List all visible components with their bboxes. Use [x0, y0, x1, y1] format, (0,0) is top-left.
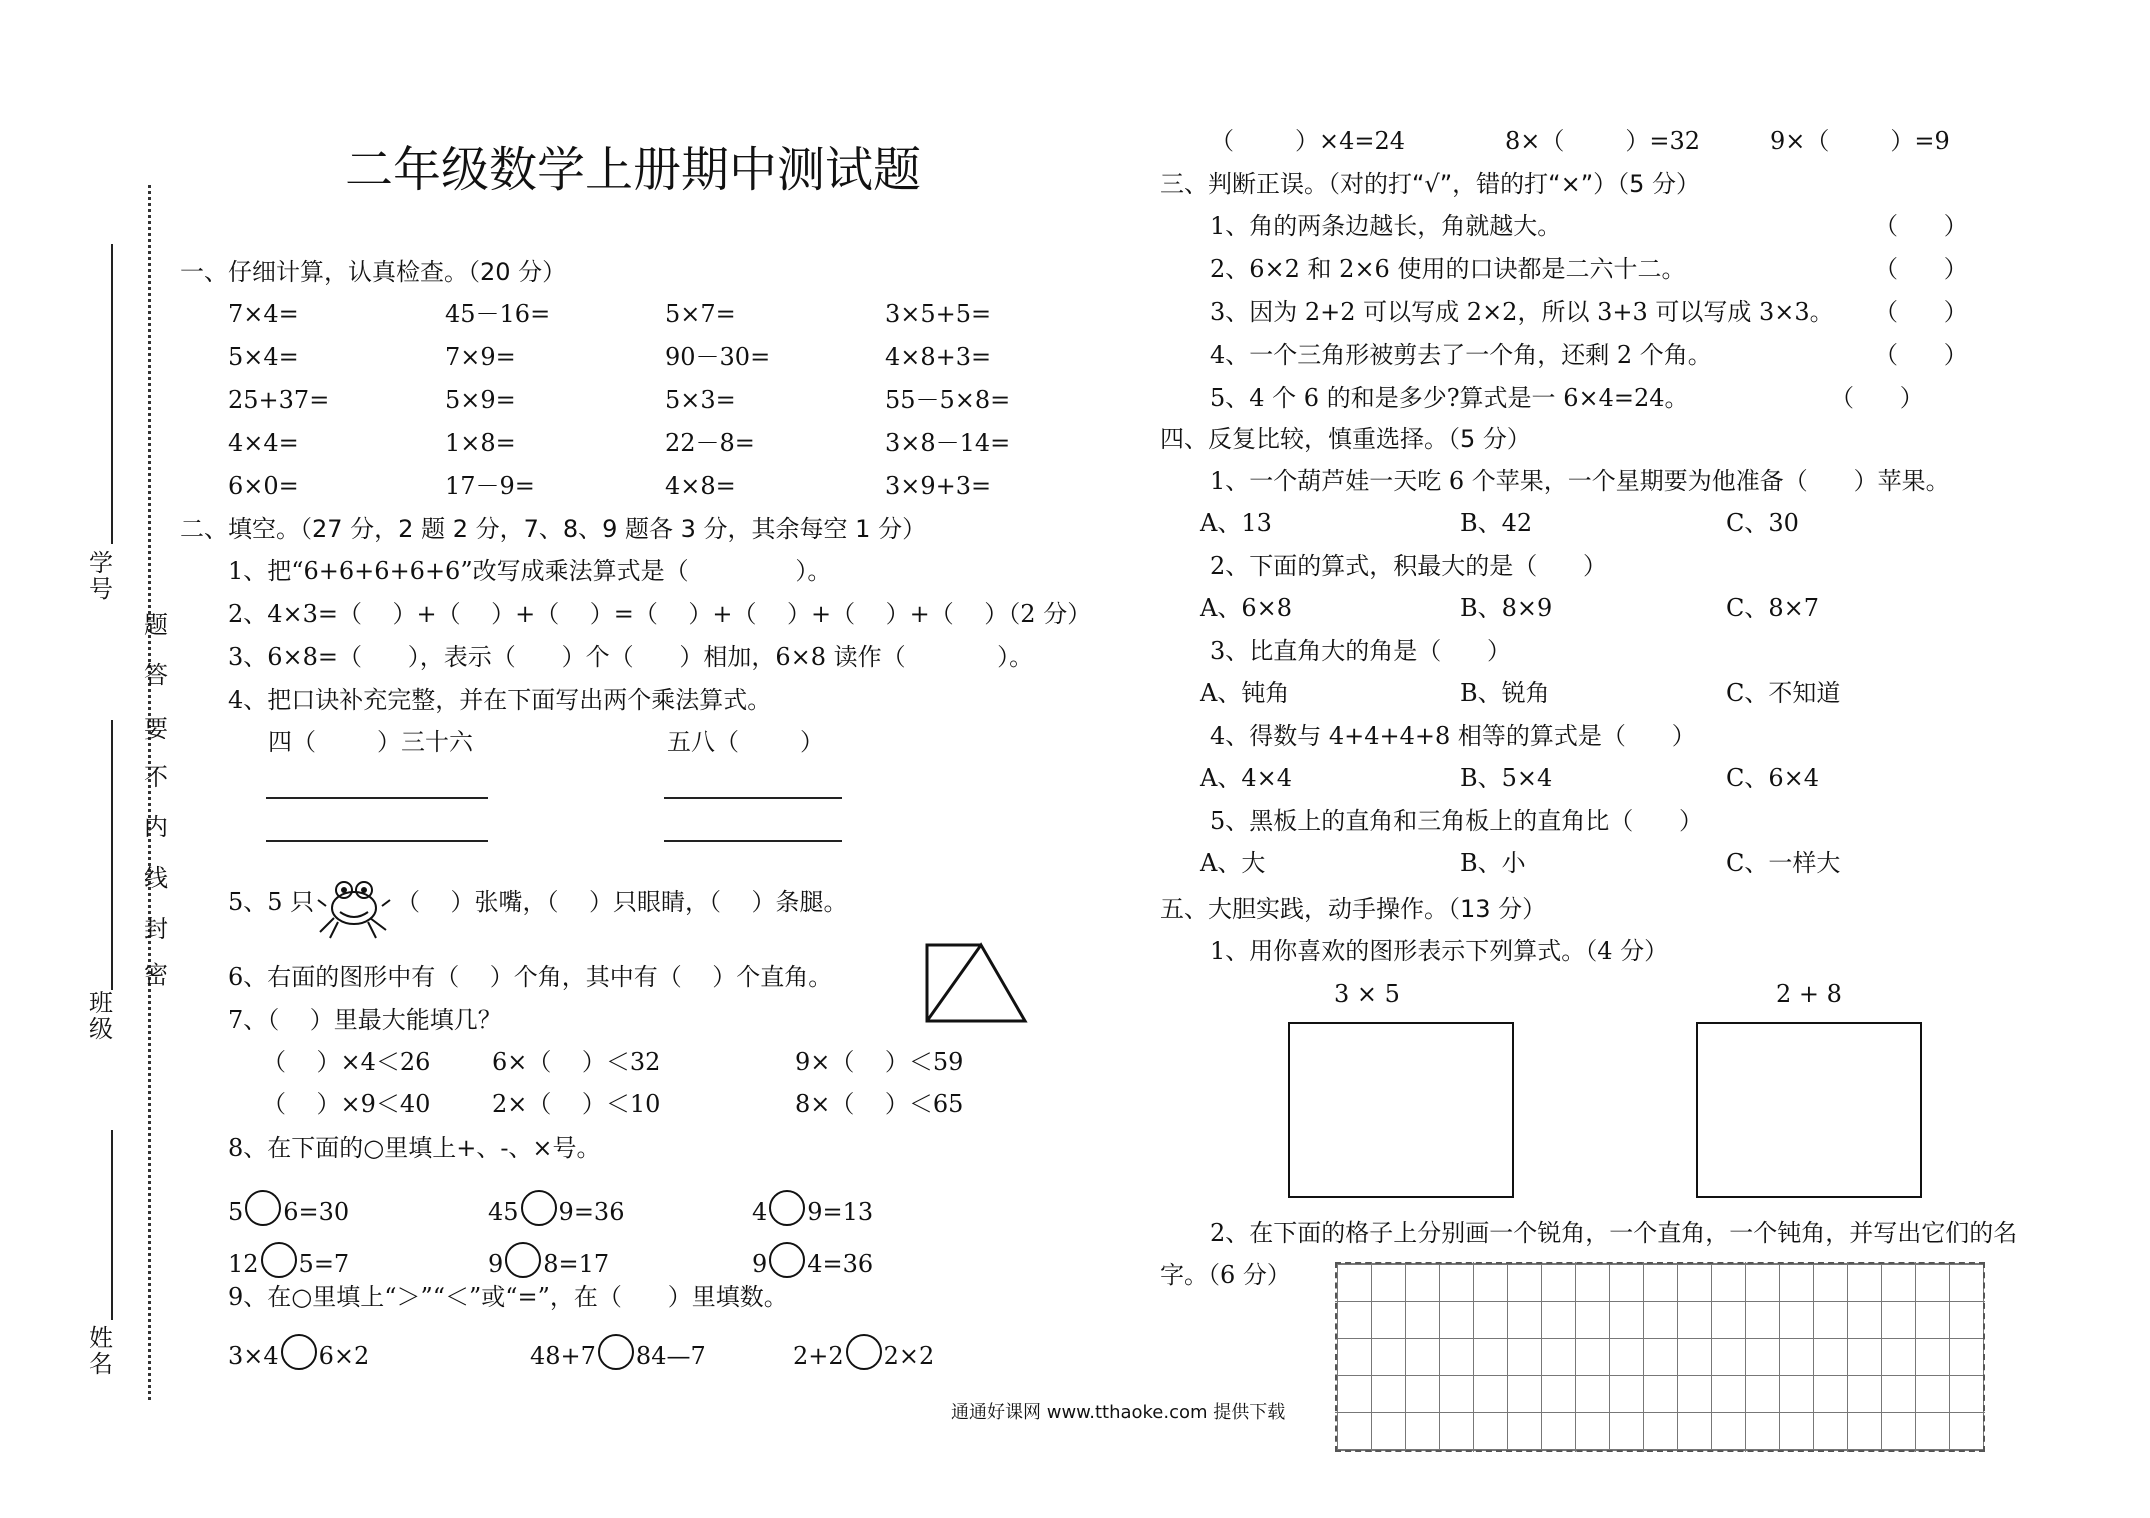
rhyme-blank-1: 四（ ）三十六 — [268, 728, 474, 756]
answer-line — [664, 797, 842, 799]
choice-option[interactable]: A、6×8 — [1200, 594, 1292, 622]
seal-dotted-line — [148, 185, 151, 1400]
operator-item — [488, 1190, 624, 1226]
calc-item: 3×9+3= — [885, 472, 992, 500]
operand-right: 6×2 — [318, 1342, 370, 1370]
inequality-item: 8×（ ）＜65 — [795, 1090, 964, 1118]
section-3-heading: 三、判断正误。（对的打“√”，错的打“×”）（5 分） — [1160, 170, 1701, 198]
answer-circle[interactable] — [245, 1190, 281, 1226]
choice-question: 4、得数与 4+4+4+8 相等的算式是（ ） — [1210, 722, 1696, 750]
choice-option[interactable]: A、大 — [1200, 849, 1266, 877]
operand-right: 2×2 — [883, 1342, 935, 1370]
choice-option[interactable]: C、6×4 — [1726, 764, 1820, 792]
dotted-drawing-grid[interactable] — [1335, 1262, 1985, 1452]
choice-question: 3、比直角大的角是（ ） — [1210, 637, 1512, 665]
operand-left: 5 — [228, 1198, 244, 1226]
operator-item — [488, 1242, 609, 1278]
calc-item: 5×9= — [445, 386, 516, 414]
calc-item: 6×0= — [228, 472, 299, 500]
name-label: 姓名 — [89, 1324, 113, 1378]
expression-2: 2 + 8 — [1776, 980, 1842, 1008]
seal-char: 内 — [144, 813, 168, 841]
answer-circle[interactable] — [769, 1190, 805, 1226]
compare-item — [228, 1334, 369, 1370]
operator-item — [228, 1242, 349, 1278]
inequality-item: （ ）×9＜40 — [262, 1090, 431, 1118]
drawing-box-2[interactable] — [1696, 1022, 1922, 1198]
answer-circle[interactable] — [598, 1334, 634, 1370]
operand-left: 4 — [752, 1198, 768, 1226]
question-2-5: （ ）张嘴，（ ）只眼睛，（ ）条腿。 — [396, 888, 848, 916]
question-2-9: 9、在○里填上“＞”“＜”或“=”，在（ ）里填数。 — [228, 1283, 788, 1311]
operand-left: 9 — [488, 1250, 504, 1278]
calc-item: 17－9= — [445, 472, 535, 500]
seal-char: 答 — [144, 661, 168, 689]
multiplication-blank: 9×（ ）=9 — [1770, 127, 1950, 155]
operand-right: 9=36 — [558, 1198, 625, 1226]
true-false-item: 5、4 个 6 的和是多少?算式是一 6×4=24。 — [1210, 384, 1689, 412]
student-id-label: 学号 — [89, 549, 113, 603]
operand-right: 9=13 — [807, 1198, 874, 1226]
calc-item: 22－8= — [665, 429, 755, 457]
seal-char: 要 — [144, 715, 168, 743]
question-2-8: 8、在下面的○里填上+、-、×号。 — [228, 1134, 601, 1162]
operand-left: 45 — [488, 1198, 519, 1226]
calc-item: 3×5+5= — [885, 300, 992, 328]
choice-option[interactable]: B、8×9 — [1460, 594, 1553, 622]
choice-option[interactable]: B、锐角 — [1460, 679, 1550, 707]
multiplication-blank: 8×（ ）=32 — [1505, 127, 1701, 155]
true-false-item: 4、一个三角形被剪去了一个角，还剩 2 个角。 — [1210, 341, 1712, 369]
calc-item: 90－30= — [665, 343, 771, 371]
section-4-heading: 四、反复比较，慎重选择。（5 分） — [1160, 425, 1531, 453]
calc-item: 4×4= — [228, 429, 299, 457]
student-id-line — [111, 244, 113, 544]
operand-left: 9 — [752, 1250, 768, 1278]
operand-right: 84—7 — [635, 1342, 706, 1370]
name-line — [111, 1130, 113, 1320]
choice-option[interactable]: B、5×4 — [1460, 764, 1553, 792]
compare-item — [530, 1334, 706, 1370]
operand-right: 4=36 — [807, 1250, 874, 1278]
choice-option[interactable]: A、4×4 — [1200, 764, 1292, 792]
true-false-item: 3、因为 2+2 可以写成 2×2，所以 3+3 可以写成 3×3。 — [1210, 298, 1834, 326]
question-2-2: 2、4×3=（ ）+（ ）+（ ）=（ ）+（ ）+（ ）+（ ）（2 分） — [228, 600, 1092, 628]
drawing-box-1[interactable] — [1288, 1022, 1514, 1198]
operand-right: 5=7 — [298, 1250, 350, 1278]
inequality-item: 6×（ ）＜32 — [492, 1048, 661, 1076]
inequality-item: （ ）×4＜26 — [262, 1048, 431, 1076]
question-2-5-prefix: 5、5 只 — [228, 888, 315, 916]
expression-1: 3 × 5 — [1334, 980, 1400, 1008]
seal-char: 线 — [144, 864, 168, 892]
answer-circle[interactable] — [846, 1334, 882, 1370]
answer-paren[interactable]: （ ） — [1874, 255, 1968, 283]
answer-line — [664, 840, 842, 842]
rhyme-blank-2: 五八（ ） — [667, 728, 825, 756]
question-5-2: 2、在下面的格子上分别画一个锐角，一个直角，一个钝角，并写出它们的名 — [1210, 1219, 2018, 1247]
calc-item: 25+37= — [228, 386, 330, 414]
calc-item: 3×8－14= — [885, 429, 1011, 457]
operand-left: 2+2 — [793, 1342, 844, 1370]
seal-char: 密 — [144, 961, 168, 989]
footer-source: 通通好课网 www.tthaoke.com 提供下载 — [951, 1402, 1286, 1423]
calc-item: 4×8= — [665, 472, 736, 500]
question-2-4: 4、把口诀补充完整，并在下面写出两个乘法算式。 — [228, 686, 772, 714]
frog-illustration — [316, 870, 392, 942]
choice-option[interactable]: C、一样大 — [1726, 849, 1841, 877]
section-1-heading: 一、仔细计算，认真检查。（20 分） — [180, 258, 567, 286]
choice-option[interactable]: B、小 — [1460, 849, 1526, 877]
answer-line — [266, 797, 488, 799]
operand-left: 48+7 — [530, 1342, 596, 1370]
seal-char: 题 — [144, 611, 168, 639]
operator-item — [752, 1190, 873, 1226]
choice-option[interactable]: C、30 — [1726, 509, 1799, 537]
answer-circle[interactable] — [281, 1334, 317, 1370]
choice-option[interactable]: A、13 — [1200, 509, 1272, 537]
choice-option[interactable]: C、不知道 — [1726, 679, 1841, 707]
section-2-heading: 二、填空。（27 分，2 题 2 分，7、8、9 题各 3 分，其余每空 1 分） — [180, 515, 927, 543]
answer-circle[interactable] — [521, 1190, 557, 1226]
operator-item — [752, 1242, 873, 1278]
operand-left: 3×4 — [228, 1342, 279, 1370]
answer-paren[interactable]: （ ） — [1874, 298, 1968, 326]
answer-circle[interactable] — [769, 1242, 805, 1278]
question-2-1: 1、把“6+6+6+6+6”改写成乘法算式是（ ）。 — [228, 557, 832, 585]
triangle-figure — [924, 942, 1028, 1024]
question-2-3: 3、6×8=（ ），表示（ ）个（ ）相加，6×8 读作（ ）。 — [228, 643, 1034, 671]
operand-left: 12 — [228, 1250, 259, 1278]
multiplication-blank: （ ）×4=24 — [1210, 127, 1406, 155]
seal-char: 不 — [144, 763, 168, 791]
question-2-6: 6、右面的图形中有（ ）个角，其中有（ ）个直角。 — [228, 963, 833, 991]
calc-item: 5×7= — [665, 300, 736, 328]
calc-item: 4×8+3= — [885, 343, 992, 371]
operand-right: 8=17 — [543, 1250, 610, 1278]
choice-option[interactable]: A、钝角 — [1200, 679, 1290, 707]
choice-option[interactable]: B、42 — [1460, 509, 1533, 537]
class-line — [111, 720, 113, 990]
choice-question: 1、一个葫芦娃一天吃 6 个苹果，一个星期要为他准备（ ）苹果。 — [1210, 467, 1950, 495]
inequality-item: 9×（ ）＜59 — [795, 1048, 964, 1076]
question-2-7: 7、（ ）里最大能填几？ — [228, 1006, 502, 1034]
operator-item — [228, 1190, 349, 1226]
calc-item: 7×9= — [445, 343, 516, 371]
calc-item: 7×4= — [228, 300, 299, 328]
true-false-item: 1、角的两条边越长，角就越大。 — [1210, 212, 1562, 240]
operand-right: 6=30 — [283, 1198, 350, 1226]
calc-item: 45－16= — [445, 300, 551, 328]
seal-char: 封 — [144, 915, 168, 943]
answer-paren[interactable]: （ ） — [1874, 341, 1968, 369]
answer-line — [266, 840, 488, 842]
choice-question: 5、黑板上的直角和三角板上的直角比（ ） — [1210, 807, 1704, 835]
choice-option[interactable]: C、8×7 — [1726, 594, 1820, 622]
question-5-2-cont: 字。（6 分） — [1160, 1261, 1291, 1289]
question-5-1: 1、用你喜欢的图形表示下列算式。（4 分） — [1210, 937, 1669, 965]
calc-item: 1×8= — [445, 429, 516, 457]
page-title: 二年级数学上册期中测试题 — [345, 142, 922, 198]
section-5-heading: 五、大胆实践，动手操作。（13 分） — [1160, 895, 1547, 923]
calc-item: 5×4= — [228, 343, 299, 371]
answer-circle[interactable] — [261, 1242, 297, 1278]
answer-paren[interactable]: （ ） — [1874, 212, 1968, 240]
class-label: 班级 — [89, 989, 113, 1043]
answer-paren[interactable]: （ ） — [1830, 384, 1924, 412]
true-false-item: 2、6×2 和 2×6 使用的口诀都是二六十二。 — [1210, 255, 1686, 283]
calc-item: 55－5×8= — [885, 386, 1011, 414]
inequality-item: 2×（ ）＜10 — [492, 1090, 661, 1118]
choice-question: 2、下面的算式，积最大的是（ ） — [1210, 552, 1608, 580]
compare-item — [793, 1334, 934, 1370]
calc-item: 5×3= — [665, 386, 736, 414]
answer-circle[interactable] — [505, 1242, 541, 1278]
